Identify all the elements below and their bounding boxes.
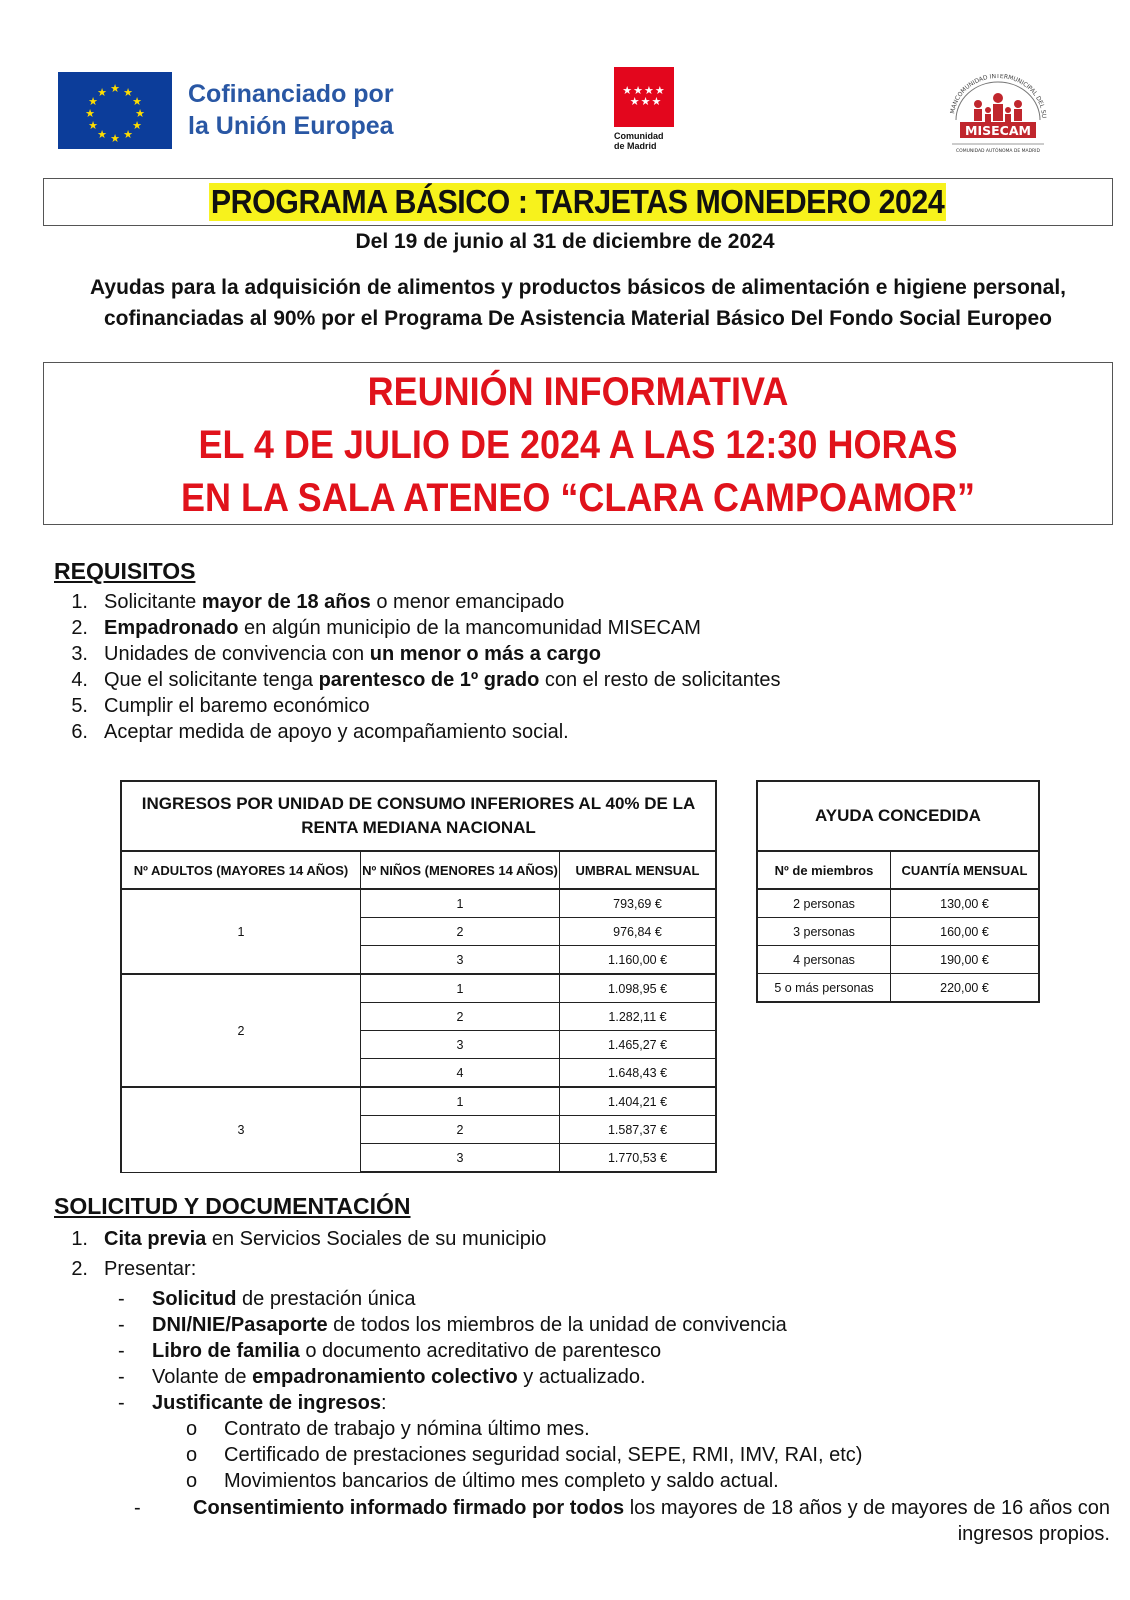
column-header-amount: CUANTÍA MENSUAL — [891, 851, 1040, 889]
svg-text:COMUNIDAD AUTÓNOMA DE MADRID: COMUNIDAD AUTÓNOMA DE MADRID — [956, 149, 1040, 154]
solicitud-list — [54, 1224, 546, 1284]
documents-list — [118, 1286, 787, 1416]
eu-flag-logo — [58, 72, 172, 149]
members-cell: 2 personas — [757, 889, 891, 918]
table-row — [757, 918, 1039, 946]
svg-text:MANCOMUNIDAD INTERMUNICIPAL DE: MANCOMUNIDAD INTERMUNICIPAL DEL SU — [949, 74, 1048, 119]
program-description: Ayudas para la adquisición de alimentos y productos básicos de alimentación e higiene personal, cofinanciadas al 90% por el Programa De Asistencia Material Básico Del Fondo Social Europeo — [90, 276, 1066, 330]
adults-cell: 2 — [121, 974, 361, 1087]
svg-text:★: ★ — [88, 95, 98, 108]
income-document-item: o Contrato de trabajo y nómina último mes. — [186, 1418, 590, 1440]
threshold-cell: 1.770,53 € — [560, 1144, 717, 1173]
column-header-adults: Nº ADULTOS (MAYORES 14 AÑOS) — [121, 851, 361, 889]
requisitos-list — [54, 589, 781, 745]
requisito-item: 4. Que el solicitante tenga parentesco de 1º grado con el resto de solicitantes — [71, 669, 781, 691]
table-row — [757, 974, 1039, 1003]
income-table-title: INGRESOS POR UNIDAD DE CONSUMO INFERIORES AL 40% DE LA RENTA MEDIANA NACIONAL — [121, 781, 716, 851]
members-cell: 5 o más personas — [757, 974, 891, 1003]
madrid-flag-icon: ★★★★ ★★★ — [614, 67, 674, 127]
meeting-announcement — [43, 362, 1113, 525]
svg-text:★: ★ — [97, 128, 107, 141]
table-row — [757, 946, 1039, 974]
document-item: - Volante de empadronamiento colectivo y actualizado. — [118, 1366, 646, 1388]
column-header-members: Nº de miembros — [757, 851, 891, 889]
svg-text:★: ★ — [132, 95, 142, 108]
amount-cell: 160,00 € — [891, 918, 1040, 946]
svg-text:MISECAM: MISECAM — [965, 123, 1031, 138]
threshold-cell: 1.648,43 € — [560, 1059, 717, 1088]
requisitos-heading: REQUISITOS — [54, 558, 196, 584]
document-item: - Solicitud de prestación única — [118, 1288, 416, 1310]
requisito-item: 3. Unidades de convivencia con un menor o más a cargo — [71, 643, 601, 665]
aid-table-title: AYUDA CONCEDIDA — [757, 781, 1039, 851]
adults-cell: 1 — [121, 889, 361, 974]
requisito-item: 2. Empadronado en algún municipio de la mancomunidad MISECAM — [71, 617, 701, 639]
table-row — [121, 889, 716, 918]
requisito-item: 5. Cumplir el baremo económico — [71, 695, 370, 717]
threshold-cell: 1.282,11 € — [560, 1003, 717, 1031]
meeting-line-1: REUNIÓN INFORMATIVA — [367, 370, 789, 414]
threshold-cell: 976,84 € — [560, 918, 717, 946]
threshold-cell: 1.465,27 € — [560, 1031, 717, 1059]
svg-text:★: ★ — [123, 86, 133, 99]
solicitud-heading: SOLICITUD Y DOCUMENTACIÓN — [54, 1193, 411, 1219]
income-document-item: o Certificado de prestaciones seguridad social, SEPE, RMI, IMV, RAI, etc) — [186, 1444, 863, 1466]
threshold-cell: 793,69 € — [560, 889, 717, 918]
amount-cell: 220,00 € — [891, 974, 1040, 1003]
svg-text:★: ★ — [123, 128, 133, 141]
svg-text:★: ★ — [97, 86, 107, 99]
children-cell: 1 — [361, 889, 560, 918]
aid-amount-table — [756, 780, 1040, 1003]
children-cell: 4 — [361, 1059, 560, 1088]
children-cell: 3 — [361, 1031, 560, 1059]
svg-text:★: ★ — [110, 132, 120, 145]
table-row — [757, 889, 1039, 918]
income-documents-list — [186, 1416, 862, 1494]
document-item: - Justificante de ingresos: — [118, 1392, 387, 1414]
children-cell: 1 — [361, 974, 560, 1003]
requisito-item: 6. Aceptar medida de apoyo y acompañamiento social. — [71, 721, 569, 743]
members-cell: 4 personas — [757, 946, 891, 974]
meeting-line-2: EL 4 DE JULIO DE 2024 A LAS 12:30 HORAS — [198, 423, 958, 467]
requisito-item: 1. Solicitante mayor de 18 años o menor emancipado — [71, 591, 565, 613]
children-cell: 1 — [361, 1087, 560, 1116]
svg-text:★: ★ — [110, 82, 120, 95]
misecam-logo — [942, 74, 1054, 158]
program-title: PROGRAMA BÁSICO : TARJETAS MONEDERO 2024 — [211, 183, 945, 220]
threshold-cell: 1.404,21 € — [560, 1087, 717, 1116]
meeting-line-3: EN LA SALA ATENEO “CLARA CAMPOAMOR” — [181, 476, 975, 520]
solicitud-item: 1. Cita previa en Servicios Sociales de su municipio — [71, 1228, 547, 1250]
svg-text:★: ★ — [88, 119, 98, 132]
children-cell: 3 — [361, 1144, 560, 1173]
comunidad-madrid-logo: ★★★★ ★★★ Comunidad de Madrid — [614, 67, 686, 151]
amount-cell: 190,00 € — [891, 946, 1040, 974]
children-cell: 2 — [361, 1003, 560, 1031]
svg-text:★: ★ — [135, 107, 145, 120]
members-cell: 3 personas — [757, 918, 891, 946]
threshold-cell: 1.587,37 € — [560, 1116, 717, 1144]
children-cell: 3 — [361, 946, 560, 975]
consent-item: - Consentimiento informado firmado por todos los mayores de 18 años y de mayores de 16 años con ingresos propios. — [134, 1497, 1110, 1545]
solicitud-item: 2. Presentar: — [71, 1258, 197, 1280]
document-item: - DNI/NIE/Pasaporte de todos los miembros de la unidad de convivencia — [118, 1314, 787, 1336]
column-header-children: Nº NIÑOS (MENORES 14 AÑOS) — [361, 851, 560, 889]
program-title-box — [43, 178, 1113, 226]
children-cell: 2 — [361, 1116, 560, 1144]
threshold-cell: 1.160,00 € — [560, 946, 717, 975]
program-dates: Del 19 de junio al 31 de diciembre de 2024 — [355, 230, 775, 253]
svg-text:★: ★ — [85, 107, 95, 120]
adults-cell: 3 — [121, 1087, 361, 1172]
svg-text:★: ★ — [132, 119, 142, 132]
amount-cell: 130,00 € — [891, 889, 1040, 918]
eu-cofinanced-label: Cofinanciado por la Unión Europea — [188, 80, 394, 140]
income-document-item: o Movimientos bancarios de último mes completo y saldo actual. — [186, 1470, 779, 1492]
document-item: - Libro de familia o documento acreditativo de parentesco — [118, 1340, 662, 1362]
column-header-threshold: UMBRAL MENSUAL — [560, 851, 717, 889]
table-row — [121, 1087, 716, 1116]
threshold-cell: 1.098,95 € — [560, 974, 717, 1003]
table-row — [121, 974, 716, 1003]
income-threshold-table — [120, 780, 717, 1173]
children-cell: 2 — [361, 918, 560, 946]
